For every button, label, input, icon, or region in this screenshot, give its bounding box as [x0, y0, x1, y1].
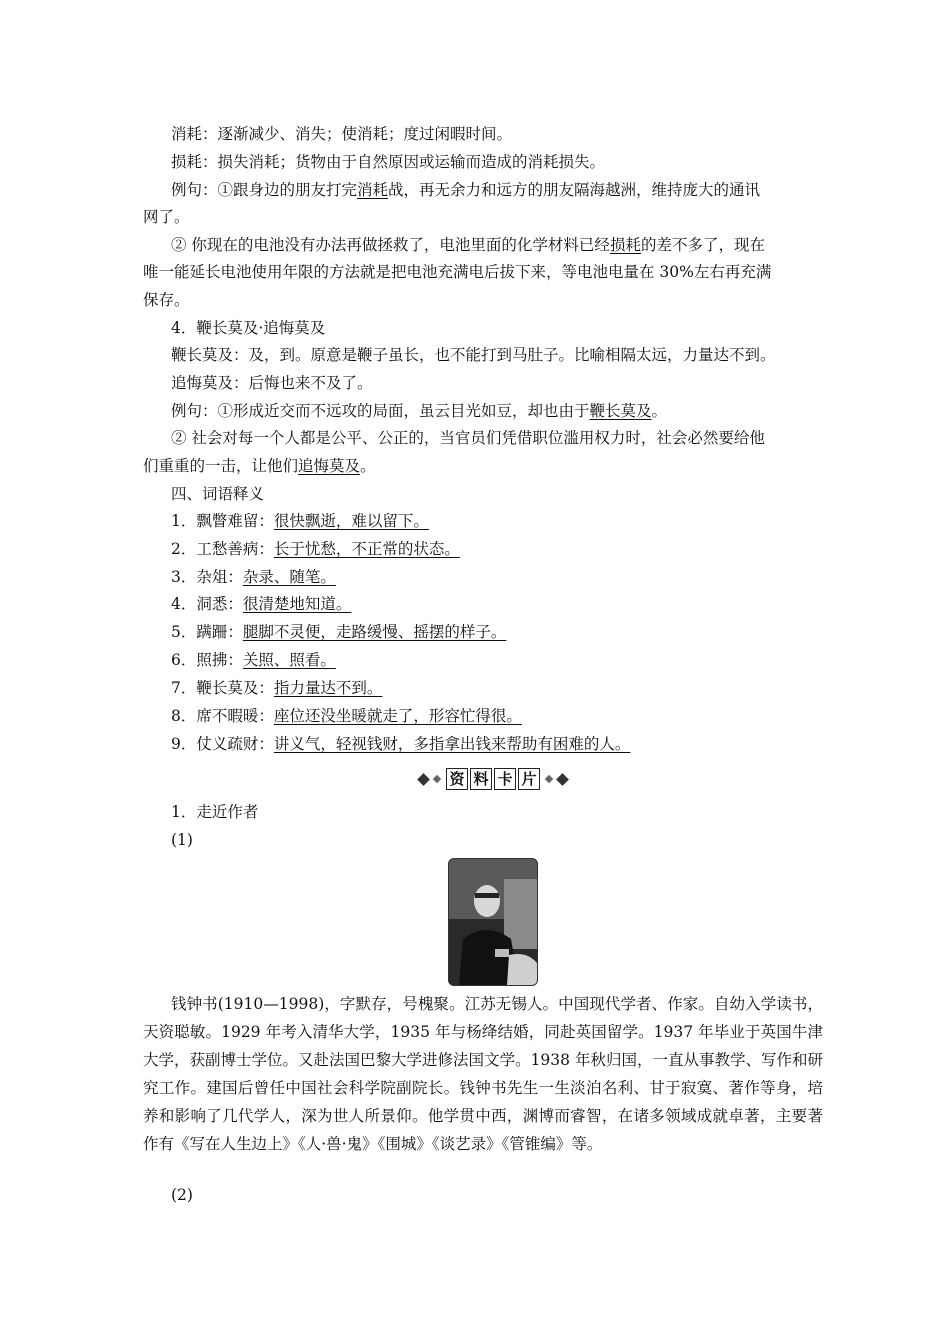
line-text: 。 [360, 457, 376, 475]
text-line [143, 180, 851, 200]
line-text: 四、词语释义 [171, 485, 265, 503]
glossary-term: 8．席不暇暖： [171, 707, 274, 725]
line-text: 网了。 [143, 208, 190, 226]
text-line [143, 235, 851, 255]
line-text: 唯一能延长电池使用年限的方法就是把电池充满电后拔下来，等电池电量在 30%左右再充满 [143, 263, 772, 281]
diamond-ornament-icon [417, 773, 430, 786]
subsection-label [143, 830, 851, 850]
glossary-definition: 腿脚不灵便，走路缓慢、摇摆的样子。 [242, 623, 507, 641]
card-title-char: 片 [518, 768, 540, 790]
glossary-term: 5．蹒跚： [171, 623, 243, 641]
text-line [143, 456, 823, 476]
glossary-item [143, 511, 851, 531]
glossary-term: 6．照拂： [171, 651, 243, 669]
line-text: 保存。 [143, 291, 190, 309]
line-text: 例句：①形成近交而不远攻的局面，虽云目光如豆，却也由于 [171, 402, 590, 420]
paragraph-text: 钱钟书(1910—1998)，字默存，号槐聚。江苏无锡人。中国现代学者、作家。自幼入学读书，天资聪敏。1929 年考入清华大学，1935 年与杨绛结婚，同赴英国留学。1937 年毕业于英国牛津大学，获副博士学位。又赴法国巴黎大学进修法国文学。1938 年秋归国，一直从事教学、写作和研究工作。建国后曾任中国社会科学院副院长。钱钟书先生一生淡泊名利、甘于寂寞、著作等身，培养和影响了几代学人，深为世人所景仰。他学贯中西，渊博而睿智，在诸多领域成就卓著，主要著作有《写在人生边上》《人·兽·鬼》《围城》《谈艺录》《管锥编》等。 [143, 995, 823, 1153]
line-text: 鞭长莫及：及，到。原意是鞭子虽长，也不能打到马肚子。比喻相隔太远，力量达不到。 [171, 346, 776, 364]
underlined-word: 损耗 [609, 236, 641, 254]
glossary-item [143, 567, 851, 587]
line-text: 4．鞭长莫及·追悔莫及 [171, 319, 326, 337]
glossary-item [143, 594, 851, 614]
glossary-definition: 长于忧愁，不正常的状态。 [273, 540, 460, 558]
line-text: (2) [171, 1186, 193, 1204]
glossary-term: 4．洞悉： [171, 595, 243, 613]
glossary-definition: 杂录、随笔。 [242, 568, 336, 586]
line-text: (1) [171, 831, 193, 849]
line-text: ② 你现在的电池没有办法再做拯救了，电池里面的化学材料已经 [171, 236, 610, 254]
author-biography [143, 990, 823, 1180]
text-line [143, 401, 851, 421]
line-text: 。 [651, 402, 668, 420]
glossary-item [143, 706, 851, 726]
glossary-definition: 很清楚地知道。 [242, 595, 352, 613]
section-heading [143, 802, 851, 822]
text-line [143, 345, 851, 365]
line-text: 的差不多了，现在 [640, 236, 765, 254]
text-line [143, 152, 851, 172]
text-line [143, 207, 823, 227]
glossary-definition: 座位还没坐暖就走了，形容忙得很。 [273, 707, 522, 725]
line-text: 追悔莫及：后悔也来不及了。 [171, 374, 373, 392]
glossary-definition: 讲义气，轻视钱财，多指拿出钱来帮助有困难的人。 [273, 735, 631, 753]
line-text: 损耗：损失消耗；货物由于自然原因或运输而造成的消耗损失。 [171, 153, 606, 171]
card-title-char: 料 [470, 768, 492, 790]
portrait-illustration [449, 859, 537, 985]
glossary-term: 2．工愁善病： [171, 540, 274, 558]
text-line [143, 373, 851, 393]
glossary-term: 7．鞭长莫及： [171, 679, 274, 697]
line-text: ② 社会对每一个人都是公平、公正的，当官员们凭借职位滥用权力时，社会必然要给他 [171, 429, 765, 447]
glossary-item [143, 678, 851, 698]
text-line [143, 290, 823, 310]
glossary-definition: 指力量达不到。 [273, 679, 383, 697]
glossary-term: 1．飘瞥难留： [171, 512, 274, 530]
glossary-item [143, 734, 851, 754]
subsection-label [143, 1185, 851, 1205]
diamond-ornament-icon [545, 775, 553, 783]
glossary-item [143, 650, 851, 670]
line-text: 消耗：逐渐减少、消失；使消耗；度过闲暇时间。 [171, 125, 513, 143]
info-card-header [398, 767, 588, 791]
diamond-ornament-icon [556, 773, 569, 786]
section-heading [143, 484, 851, 504]
glossary-definition: 很快飘逝，难以留下。 [273, 512, 429, 530]
glossary-definition: 关照、照看。 [242, 651, 336, 669]
glossary-term: 3．杂俎： [171, 568, 243, 586]
line-text: 战，再无余力和远方的朋友隔海越洲，维持庞大的通讯 [388, 181, 761, 199]
diamond-ornament-icon [433, 775, 441, 783]
underlined-word: 鞭长莫及 [589, 402, 652, 420]
card-title [446, 768, 540, 790]
underlined-word: 追悔莫及 [298, 457, 361, 475]
glossary-item [143, 539, 851, 559]
author-portrait-photo [448, 858, 538, 986]
text-line [143, 262, 823, 282]
card-title-char: 卡 [494, 768, 516, 790]
glossary-term: 9．仗义疏财： [171, 735, 274, 753]
text-line [143, 428, 851, 448]
line-text: 们重重的一击，让他们 [143, 457, 299, 475]
text-line [143, 124, 851, 144]
glossary-item [143, 622, 851, 642]
line-text: 例句：①跟身边的朋友打完 [171, 181, 358, 199]
card-title-char: 资 [446, 768, 468, 790]
text-line [143, 318, 851, 338]
underlined-word: 消耗 [357, 181, 389, 199]
line-text: 1．走近作者 [171, 803, 259, 821]
